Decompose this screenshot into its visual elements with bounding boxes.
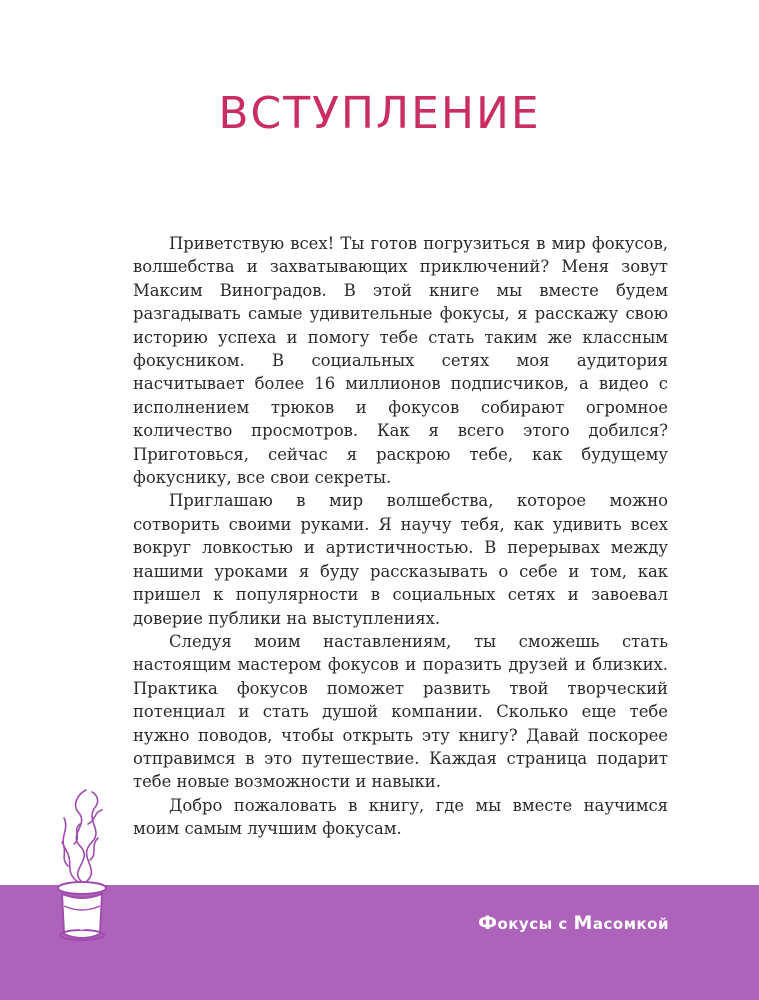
page-title: ВСТУПЛЕНИЕ	[218, 88, 541, 139]
page-number: 8	[78, 919, 86, 933]
footer-title-initial: М	[573, 912, 593, 934]
footer-title-part: окусы с	[497, 915, 574, 933]
paragraph: Приветствую всех! Ты готов погрузиться в мир фокусов, волшебства и захватывающих приключений? Меня зовут Максим Виноградов. В этой книге мы вместе будем разгадывать самые удивительные фокусы, я расскажу свою историю успеха и помогу тебе стать таким же классным фокусником. В социальных сетях моя аудитория насчитывает более 16 миллионов подписчиков, а видео с исполнением трюков и фокусов собирают огромное количество просмотров. Как я всего этого добился? Приготовься, сейчас я раскрою тебе, как будущему фокуснику, все свои секреты.	[133, 234, 668, 488]
paragraph: Приглашаю в мир волшебства, которое можно сотворить своими руками. Я научу тебя, как удивить всех вокруг ловкостью и артистичностью. В перерывах между нашими уроками я буду рассказывать о себе и том, как пришел к популярности в социальных сетях и завоевал доверие публики на выступлениях.	[133, 491, 668, 628]
paragraph: Добро пожаловать в книгу, где мы вместе научимся моим самым лучшим фокусам.	[133, 795, 668, 839]
paragraph: Следуя моим наставлениям, ты сможешь стать настоящим мастером фокусов и поразить друзей и близких. Практика фокусов поможет развить твой творческий потенциал и стать душой компании. Сколько еще тебе нужно поводов, чтобы открыть эту книгу? Давай поскорее отправимся в это путешествие. Каждая страница подарит тебе новые возможности и навыки.	[133, 631, 668, 792]
body-text	[133, 232, 668, 841]
footer-title-initial: Ф	[478, 912, 498, 934]
footer-title-part: асомкой	[592, 915, 669, 933]
footer-title	[478, 912, 669, 934]
